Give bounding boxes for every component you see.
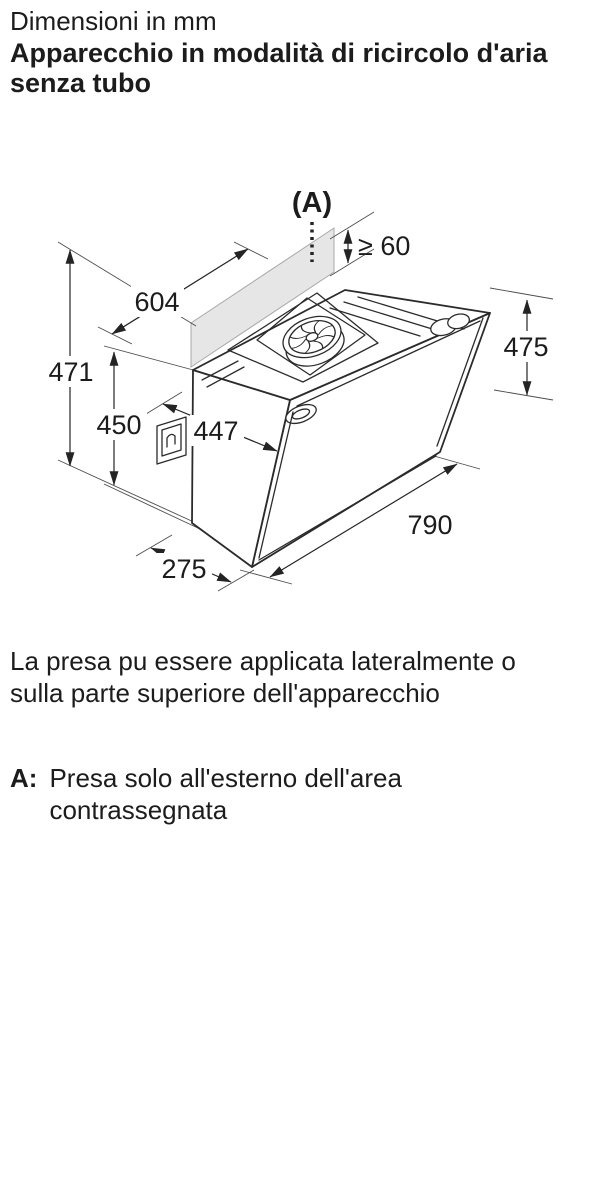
note-A-text-line2: contrassegnata [49,795,228,825]
dimension-bottom-depth [151,548,231,584]
header [10,6,590,98]
page-title-line1: Apparecchio in modalità di ricircolo d'aria [10,38,548,68]
socket-placement-line2: sulla parte superiore dell'apparecchio [10,678,440,708]
dimension-body-height-label: 450 [96,410,142,440]
dimension-clearance-top-label: ≥ 60 [358,231,411,261]
dimension-clearance-top [348,230,410,263]
dimension-total-height [45,250,97,466]
dimension-total-height-label: 471 [48,357,94,387]
dimension-bottom-width-label: 790 [407,510,453,540]
dimension-right-height-label: 475 [503,332,549,362]
socket-placement-line1: La presa pu essere applicata lateralmente o [10,646,516,676]
dimension-body-height [93,352,147,485]
marker-A-label: (A) [291,187,333,219]
note-A-text-line1: Presa solo all'esterno dell'area [49,763,402,793]
dimension-top-depth-label: 447 [193,416,239,446]
dimension-panel-width-label: 604 [134,287,180,317]
dimension-bottom-depth-label: 275 [161,554,207,584]
dimension-right-height [500,300,554,395]
dimensions-unit-note: Dimensioni in mm [10,6,217,36]
note-A-text [49,762,401,826]
note-A-label: A: [10,763,38,793]
page-title [10,38,590,98]
note-A [10,762,595,826]
power-socket-icon [157,417,186,464]
dimension-diagram [0,150,600,620]
socket-placement-paragraph [10,645,595,709]
page-title-line2: senza tubo [10,68,152,98]
hood-technical-drawing [0,150,600,620]
